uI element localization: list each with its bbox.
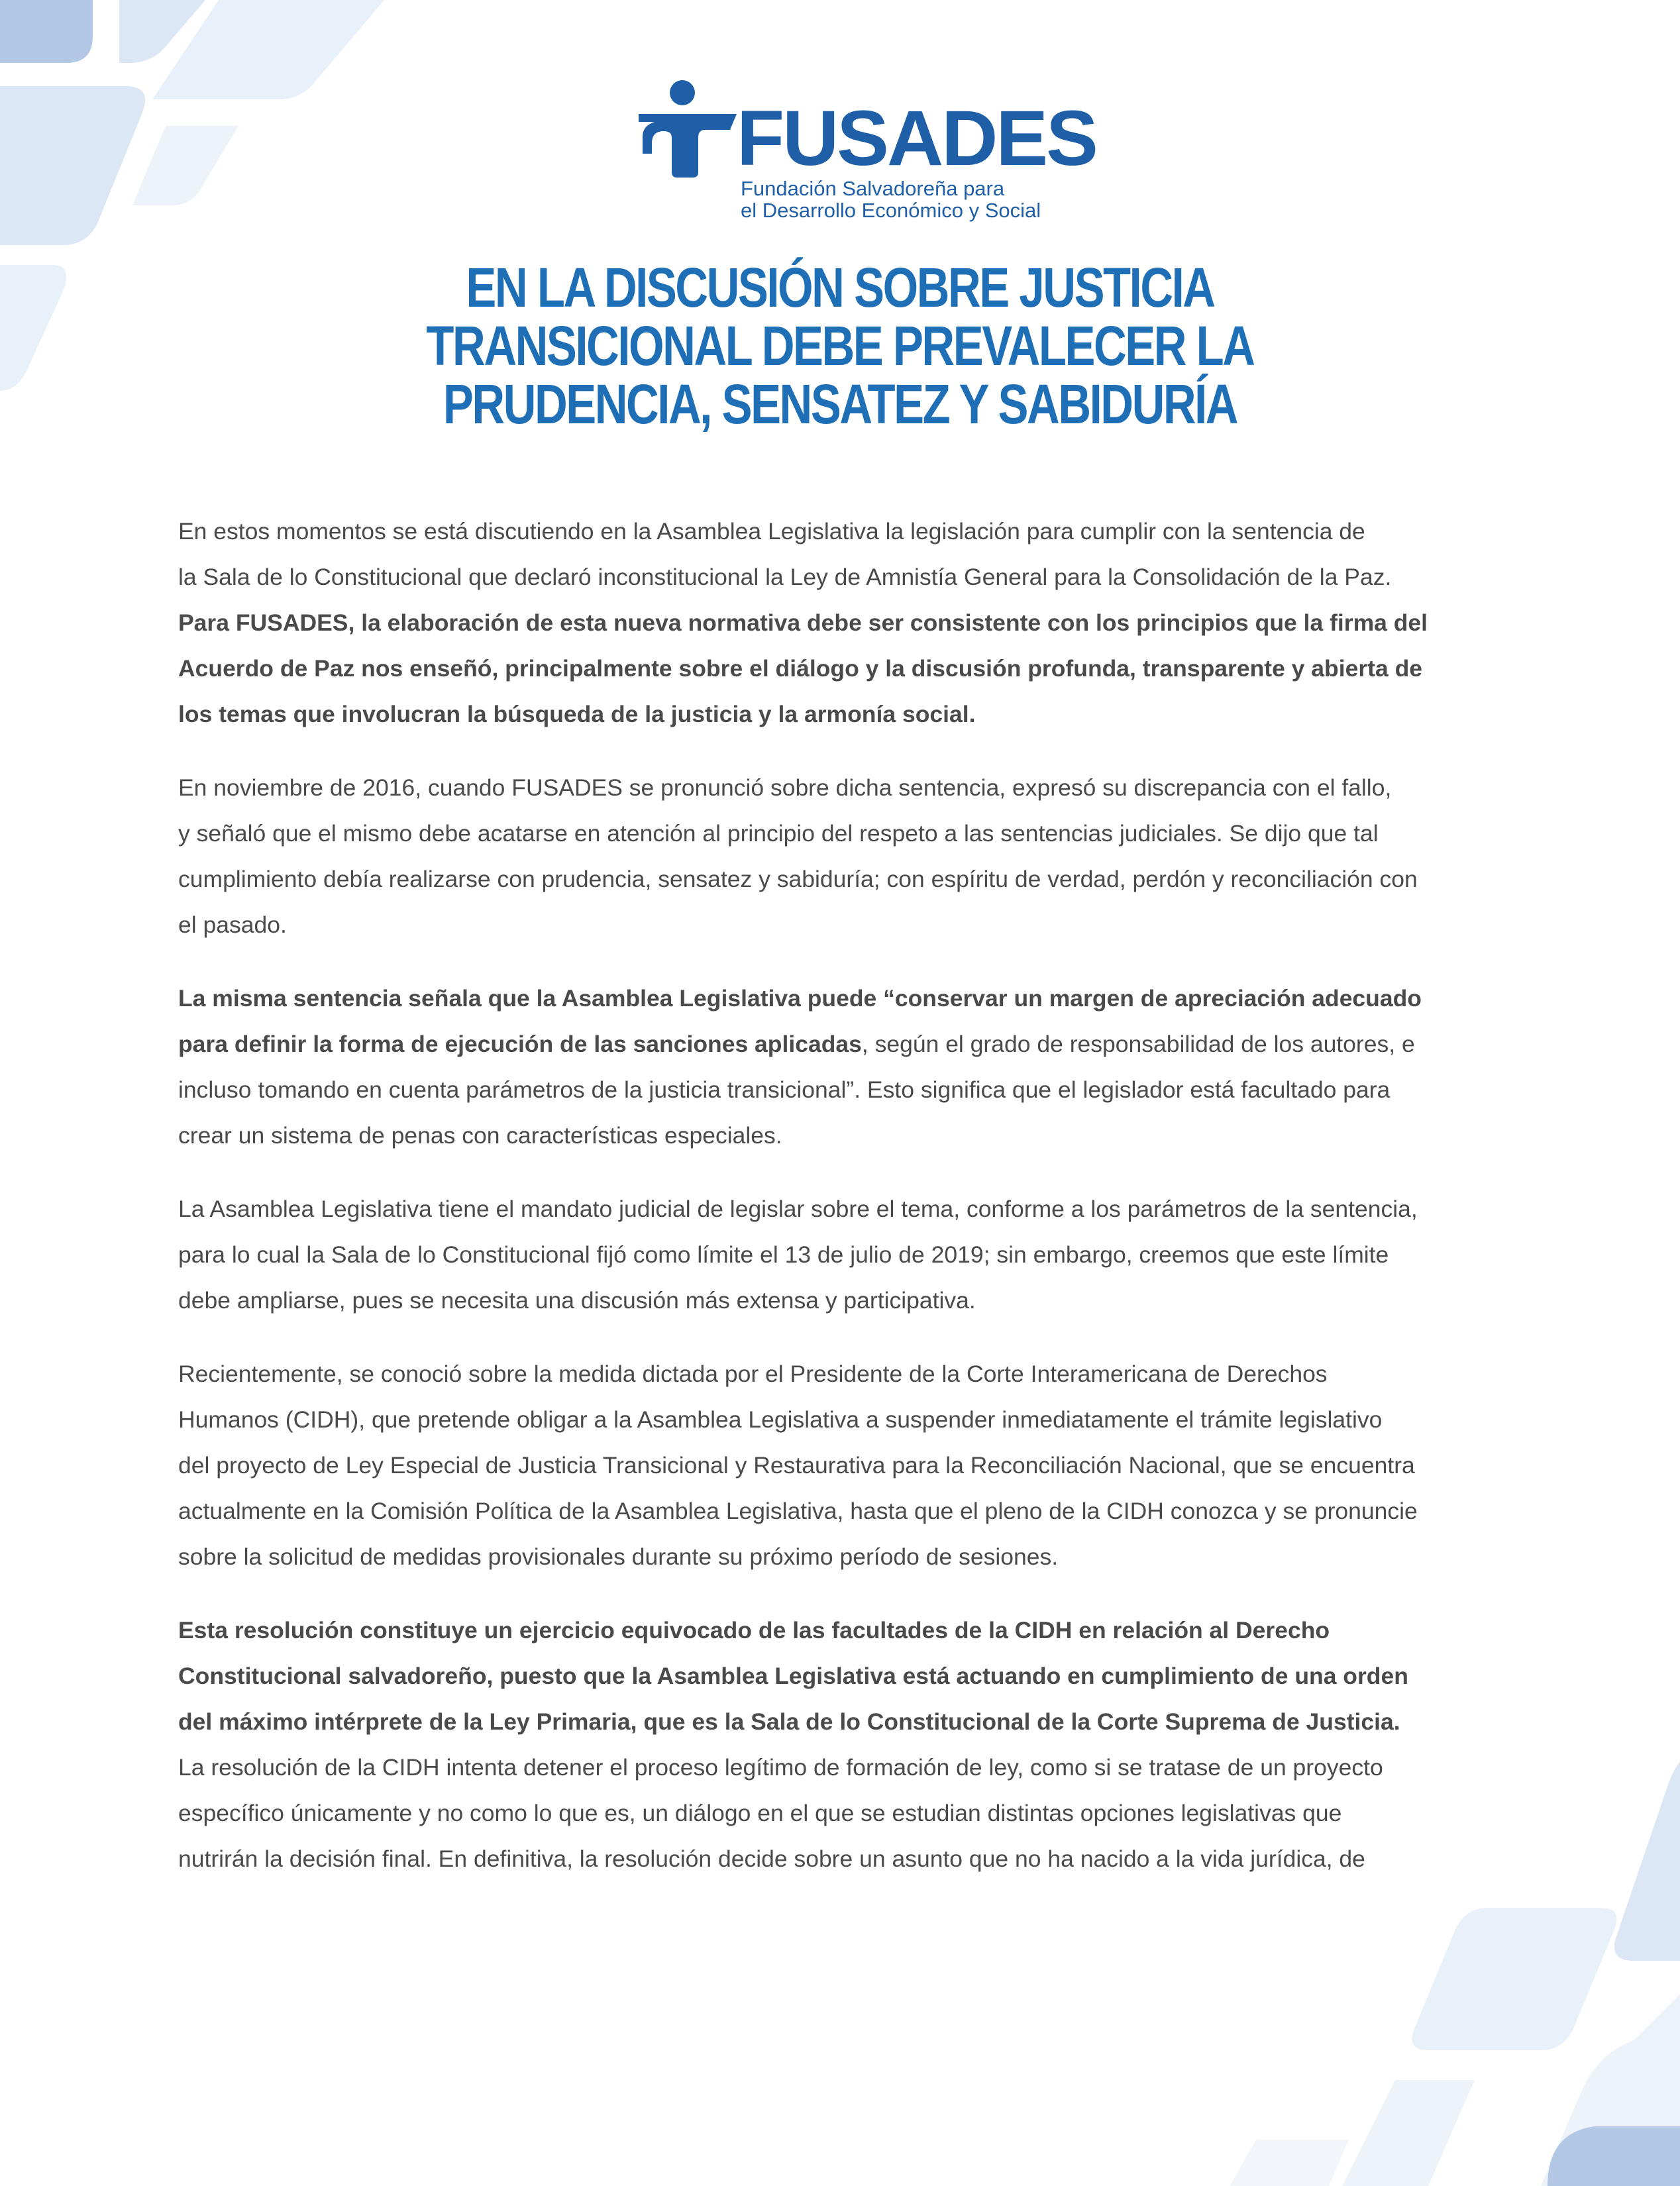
- text-line: [178, 1232, 1503, 1278]
- body-text: del proyecto de Ley Especial de Justicia Transicional y Restaurativa para la Reconciliación Nacional, que se encuentra: [178, 1452, 1415, 1479]
- text-line: [178, 1836, 1503, 1882]
- body-text: específico únicamente y no como lo que es, un diálogo en el que se estudian distintas opciones legislativas que: [178, 1800, 1342, 1826]
- body-text: la Sala de lo Constitucional que declaró inconstitucional la Ley de Amnistía General para la Consolidación de la Paz.: [178, 564, 1392, 590]
- page-title: [351, 258, 1329, 433]
- text-line: [178, 976, 1503, 1021]
- text-line: [178, 1021, 1503, 1067]
- text-line: [178, 1067, 1503, 1113]
- text-line: [178, 1745, 1503, 1791]
- text-line: [178, 1653, 1503, 1699]
- body-text: debe ampliarse, pues se necesita una discusión más extensa y participativa.: [178, 1287, 976, 1314]
- paragraph: [178, 1608, 1503, 1882]
- paragraph: [178, 765, 1503, 948]
- bold-text: Acuerdo de Paz nos enseñó, principalmente sobre el diálogo y la discusión profunda, transparente y abierta de: [178, 655, 1422, 682]
- body-text: La resolución de la CIDH intenta detener el proceso legítimo de formación de ley, como si se tratase de un proyecto: [178, 1754, 1383, 1781]
- paragraph: [178, 509, 1503, 737]
- logo-subtitle-line: el Desarrollo Económico y Social: [741, 199, 1041, 222]
- body-text: En noviembre de 2016, cuando FUSADES se pronunció sobre dicha sentencia, expresó su discrepancia con el fallo,: [178, 774, 1392, 801]
- text-line: [178, 1113, 1503, 1159]
- text-line: [178, 1534, 1503, 1580]
- body-text: , según el grado de responsabilidad de los autores, e: [861, 1031, 1415, 1057]
- bold-text: Para FUSADES, la elaboración de esta nueva normativa debe ser consistente con los principios que la firma del: [178, 609, 1428, 636]
- text-line: [178, 1608, 1503, 1653]
- body-text: Humanos (CIDH), que pretende obligar a la Asamblea Legislativa a suspender inmediatamente el trámite legislativo: [178, 1406, 1383, 1433]
- text-line: [178, 811, 1503, 857]
- bold-text: Esta resolución constituye un ejercicio equivocado de las facultades de la CIDH en relación al Derecho: [178, 1617, 1330, 1643]
- bold-text: los temas que involucran la búsqueda de la justicia y la armonía social.: [178, 701, 976, 727]
- text-line: [178, 1186, 1503, 1232]
- body-text: sobre la solicitud de medidas provisionales durante su próximo período de sesiones.: [178, 1543, 1059, 1570]
- text-line: [178, 1351, 1503, 1397]
- text-line: [178, 1443, 1503, 1488]
- paragraph: [178, 1186, 1503, 1324]
- page-title-line: PRUDENCIA, SENSATEZ Y SABIDURÍA: [443, 373, 1237, 435]
- text-line: [178, 1397, 1503, 1443]
- body-text: el pasado.: [178, 911, 287, 938]
- bold-text: Constitucional salvadoreño, puesto que la Asamblea Legislativa está actuando en cumplimiento de una orden: [178, 1663, 1408, 1689]
- body-text: La Asamblea Legislativa tiene el mandato judicial de legislar sobre el tema, conforme a los parámetros de la sentencia,: [178, 1196, 1418, 1222]
- page-title-line: TRANSICIONAL DEBE PREVALECER LA: [426, 315, 1254, 377]
- body-text: En estos momentos se está discutiendo en la Asamblea Legislativa la legislación para cumplir con la sentencia de: [178, 518, 1365, 545]
- body-text: actualmente en la Comisión Política de la Asamblea Legislativa, hasta que el pleno de la CIDH conozca y se pronuncie: [178, 1498, 1418, 1524]
- text-line: [178, 1278, 1503, 1324]
- text-line: [178, 857, 1503, 902]
- text-line: [178, 902, 1503, 948]
- article-body: [178, 509, 1503, 1910]
- bold-text: del máximo intérprete de la Ley Primaria, que es la Sala de lo Constitucional de la Corte Suprema de Justicia.: [178, 1708, 1400, 1735]
- text-line: [178, 1791, 1503, 1836]
- body-text: Recientemente, se conoció sobre la medida dictada por el Presidente de la Corte Interamericana de Derechos: [178, 1361, 1328, 1387]
- text-line: [178, 765, 1503, 811]
- fusades-logo: [637, 79, 1096, 225]
- text-line: [178, 692, 1503, 737]
- logo-subtitle: [741, 178, 1041, 221]
- paragraph: [178, 976, 1503, 1159]
- logo-subtitle-line: Fundación Salvadoreña para: [741, 177, 1005, 200]
- body-text: cumplimiento debía realizarse con prudencia, sensatez y sabiduría; con espíritu de verdad, perdón y reconciliación con: [178, 866, 1418, 892]
- text-line: [178, 509, 1503, 554]
- paragraph: [178, 1351, 1503, 1580]
- text-line: [178, 600, 1503, 646]
- bold-text: La misma sentencia señala que la Asamblea Legislativa puede “conservar un margen de apreciación adecuado: [178, 985, 1422, 1012]
- text-line: [178, 1488, 1503, 1534]
- text-line: [178, 646, 1503, 692]
- body-text: y señaló que el mismo debe acatarse en atención al principio del respeto a las sentencias judiciales. Se dijo que tal: [178, 820, 1379, 847]
- page-title-line: EN LA DISCUSIÓN SOBRE JUSTICIA: [466, 256, 1214, 319]
- bold-text: para definir la forma de ejecución de las sanciones aplicadas: [178, 1031, 862, 1057]
- logo-wordmark: FUSADES: [737, 95, 1096, 182]
- body-text: crear un sistema de penas con características especiales.: [178, 1122, 782, 1149]
- text-line: [178, 554, 1503, 600]
- body-text: nutrirán la decisión final. En definitiva, la resolución decide sobre un asunto que no ha nacido a la vida jurídica, de: [178, 1846, 1365, 1872]
- text-line: [178, 1699, 1503, 1745]
- body-text: para lo cual la Sala de lo Constitucional fijó como límite el 13 de julio de 2019; sin embargo, creemos que este límite: [178, 1241, 1389, 1268]
- fusades-person-icon: [637, 79, 750, 179]
- body-text: incluso tomando en cuenta parámetros de la justicia transicional”. Esto significa que el legislador está facultado para: [178, 1076, 1391, 1103]
